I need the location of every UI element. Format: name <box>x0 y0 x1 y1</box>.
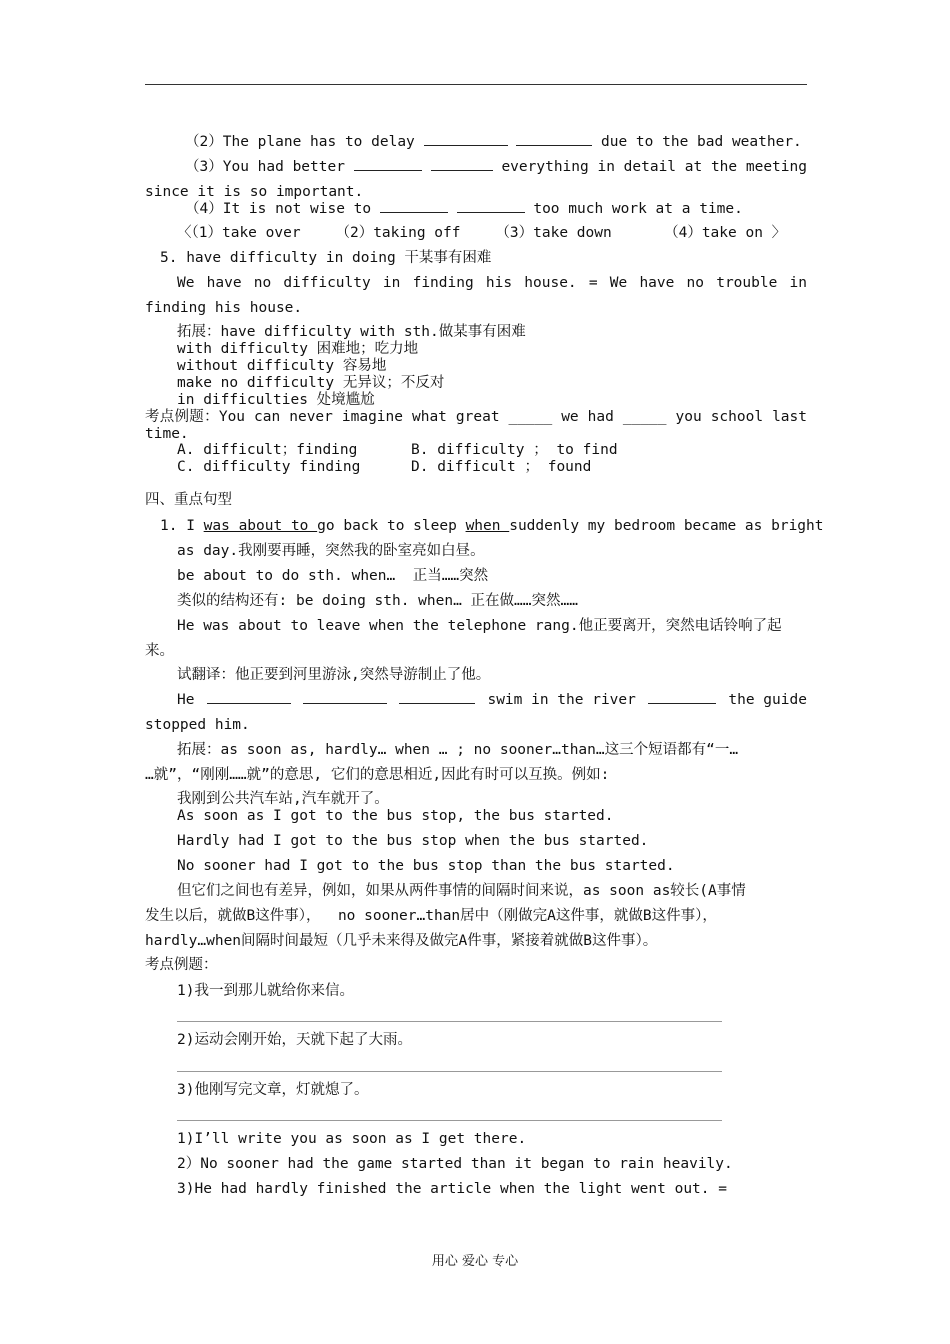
exercise-options: 〈（1）take over （2）taking off （3）take down （4）take on 〉 <box>177 225 787 241</box>
item5-ext1: 拓展：have difficulty with sth.做某事有困难 <box>177 324 526 340</box>
answer-blank[interactable] <box>354 158 422 171</box>
item5-ext3: without difficulty 容易地 <box>177 358 387 374</box>
item5-quiz: 考点例题：You can never imagine what great _____ we had _____ you school last <box>145 409 807 425</box>
answer-blank[interactable] <box>516 133 592 146</box>
sentence-1: 1. I was about to go back to sleep when suddenly my bedroom became as bright <box>160 518 824 534</box>
translate-line: He swim in the river the guide <box>177 692 807 708</box>
answer-line[interactable] <box>177 1120 722 1121</box>
translate-line-cont: stopped him. <box>145 717 250 733</box>
option-b: B. difficulty ； to find <box>411 442 618 458</box>
page-footer: 用心 爱心 专心 <box>431 1254 519 1269</box>
answer-blank[interactable] <box>457 200 525 213</box>
answer-blank[interactable] <box>207 691 291 704</box>
example-en-1: As soon as I got to the bus stop, the bus started. <box>177 808 614 824</box>
quiz-question-1: 1)我一到那儿就给你来信。 <box>177 983 354 999</box>
quiz-question-2: 2)运动会刚开始，天就下起了大雨。 <box>177 1032 412 1048</box>
difference-text: 但它们之间也有差异，例如，如果从两件事情的间隔时间来说，as soon as较长(A事情 <box>177 883 746 899</box>
item5-example: We have no difficulty in finding his house. = We have no trouble in <box>177 275 807 291</box>
pattern-1: be about to do sth. when… 正当……突然 <box>177 568 489 584</box>
translate-prompt: 试翻译：他正要到河里游泳,突然导游制止了他。 <box>177 667 491 683</box>
example-zh: 我刚到公共汽车站,汽车就开了。 <box>177 791 389 807</box>
item5-heading: 5. have difficulty in doing 干某事有困难 <box>160 250 492 266</box>
pattern-example-cont: 来。 <box>145 643 174 659</box>
exercise-q3-cont: since it is so important. <box>145 184 364 200</box>
example-en-3: No sooner had I got to the bus stop than the bus started. <box>177 858 675 874</box>
answer-blank[interactable] <box>648 691 716 704</box>
quiz-title: 考点例题： <box>145 957 218 973</box>
answer-line[interactable] <box>177 1021 722 1022</box>
answer-blank[interactable] <box>431 158 493 171</box>
pattern-example: He was about to leave when the telephone rang.他正要离开，突然电话铃响了起 <box>177 618 782 634</box>
difference-text-2: 发生以后，就做B这件事）， no sooner…than居中（刚做完A这件事，就做B这件事）， <box>145 908 717 924</box>
item5-quiz-cont: time. <box>145 426 189 442</box>
header-rule <box>145 84 807 85</box>
section-title: 四、重点句型 <box>145 492 232 508</box>
item5-ext4: make no difficulty 无异议；不反对 <box>177 375 445 391</box>
answer-blank[interactable] <box>399 691 475 704</box>
quiz-answer-1: 1)I’ll write you as soon as I get there. <box>177 1131 527 1147</box>
pattern-2: 类似的结构还有: be doing sth. when… 正在做……突然…… <box>177 593 578 609</box>
item5-ext5: in difficulties 处境尴尬 <box>177 392 375 408</box>
example-en-2: Hardly had I got to the bus stop when the bus started. <box>177 833 649 849</box>
exercise-q3: （3）You had better everything in detail at the meeting <box>185 159 807 175</box>
quiz-answer-3: 3)He had hardly finished the article when the light went out. = <box>177 1181 727 1197</box>
item5-ext2: with difficulty 困难地；吃力地 <box>177 341 419 357</box>
answer-blank[interactable] <box>424 133 508 146</box>
quiz-question-3: 3)他刚写完文章，灯就熄了。 <box>177 1082 369 1098</box>
option-a: A. difficult；finding <box>177 442 358 458</box>
option-c: C. difficulty finding <box>177 459 361 475</box>
sentence-1-cont: as day.我刚要再睡，突然我的卧室亮如白昼。 <box>177 543 485 559</box>
answer-blank[interactable] <box>303 691 387 704</box>
answer-blank[interactable] <box>380 200 448 213</box>
extension-text-cont: …就”，“刚刚……就”的意思, 它们的意思相近,因此有时可以互换。例如: <box>145 767 610 783</box>
difference-text-3: hardly…when间隔时间最短（几乎未来得及做完A件事，紧接着就做B这件事）。 <box>145 933 658 949</box>
option-d: D. difficult ； found <box>411 459 592 475</box>
item5-example-cont: finding his house. <box>145 300 303 316</box>
exercise-q4: （4）It is not wise to too much work at a time. <box>185 201 743 217</box>
exercise-q2: （2）The plane has to delay due to the bad weather. <box>185 134 802 150</box>
extension-text: 拓展：as soon as, hardly… when … ; no sooner…than…这三个短语都有“一… <box>177 742 739 758</box>
quiz-answer-2: 2）No sooner had the game started than it began to rain heavily. <box>177 1156 733 1172</box>
answer-line[interactable] <box>177 1071 722 1072</box>
